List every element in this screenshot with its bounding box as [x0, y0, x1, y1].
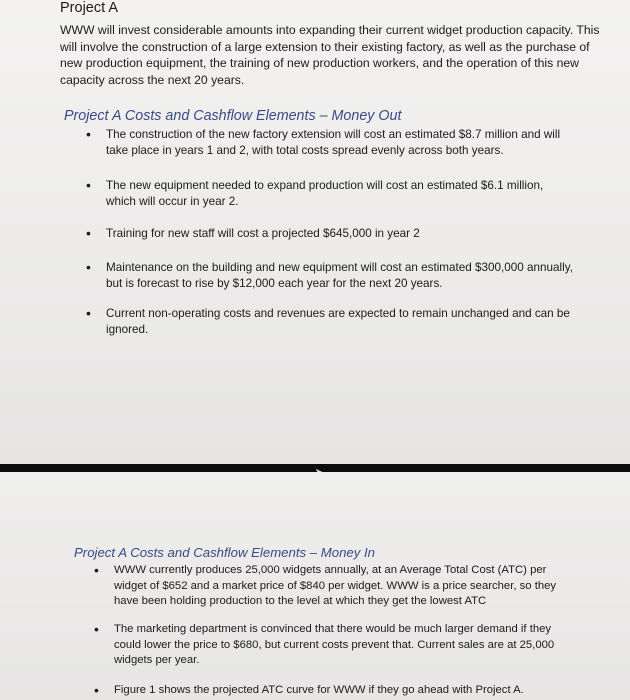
money-out-heading: Project A Costs and Cashflow Elements – Money Out	[64, 108, 402, 124]
list-item	[94, 621, 574, 669]
project-intro: WWW will invest considerable amounts into expanding their current widget production capacity. This will involve the construction of a large extension to their existing factory, as well as the purchase of new production equipment, the training of new production workers, and the operation of this new capacity across the next 20 years.	[60, 23, 600, 87]
list-item-text: The construction of the new factory extension will cost an estimated $8.7 million and will take place in years 1 and 2, with total costs spread evenly across both years.	[106, 128, 561, 157]
bullet-icon: •	[86, 259, 91, 275]
bullet-icon: •	[94, 682, 99, 698]
bullet-icon: •	[86, 177, 91, 193]
bullet-icon: •	[94, 562, 99, 578]
list-item-text: WWW currently produces 25,000 widgets annually, at an Average Total Cost (ATC) per widget of $652 and a market price of $840 per widget. WWW is a price searcher, so they have been holding production to the level at which they get the lowest ATC	[114, 564, 557, 607]
bullet-icon: •	[86, 225, 91, 241]
list-item-text: Training for new staff will cost a projected $645,000 in year 2	[106, 227, 420, 240]
list-item	[86, 225, 576, 242]
bullet-icon: •	[86, 126, 91, 142]
list-item	[86, 126, 576, 158]
list-item	[86, 259, 576, 291]
list-item-text: Maintenance on the building and new equipment will cost an estimated $300,000 annually, but is forecast to rise by $12,000 each year for the next 20 years.	[106, 261, 573, 290]
list-item	[86, 305, 576, 337]
list-item	[86, 177, 576, 209]
project-title: Project A	[60, 0, 119, 16]
bullet-icon: •	[94, 621, 99, 637]
list-item-text: Figure 1 shows the projected ATC curve for WWW if they go ahead with Project A.	[114, 684, 524, 696]
list-item-text: Current non-operating costs and revenues are expected to remain unchanged and can be ignored.	[106, 307, 570, 336]
list-item	[94, 682, 574, 699]
list-item-text: The marketing department is convinced that there would be much larger demand if they could lower the price to $680, but current costs prevent that. Current sales are at 25,000 widgets per year.	[114, 623, 555, 666]
money-in-heading: Project A Costs and Cashflow Elements – Money In	[74, 545, 376, 560]
bullet-icon: •	[86, 305, 91, 321]
list-item	[94, 562, 574, 610]
list-item-text: The new equipment needed to expand production will cost an estimated $6.1 million, which will occur in year 2.	[106, 179, 544, 208]
